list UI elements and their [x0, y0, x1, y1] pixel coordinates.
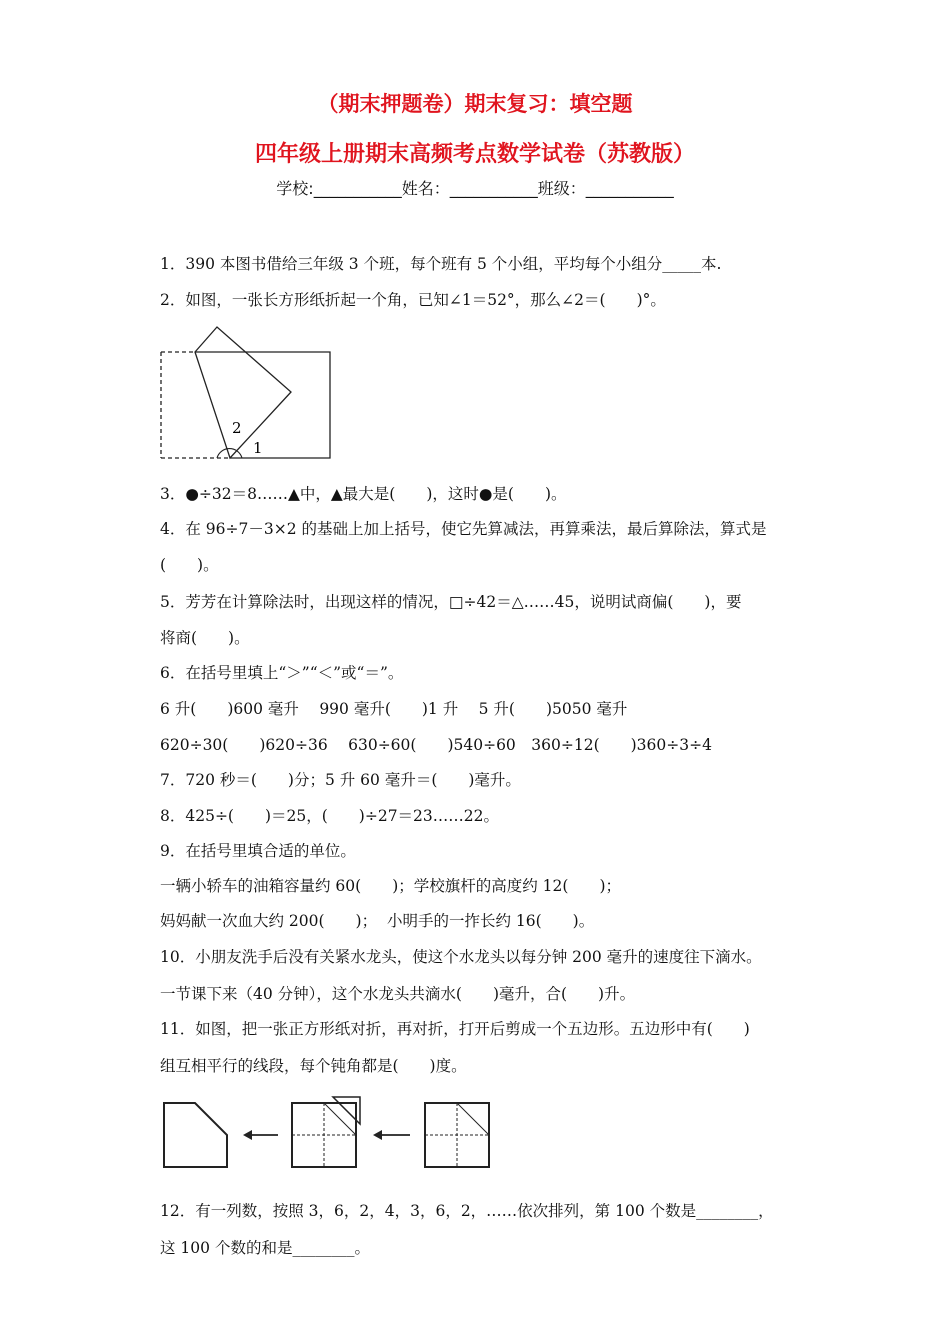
question-6-row2: 620÷30( )620÷36 630÷60( )540÷60 360÷12( )360÷3÷4 — [160, 736, 712, 754]
question-5-cont: 将商( )。 — [160, 629, 250, 647]
folded-flap — [195, 327, 291, 458]
question-5: 5．芳芳在计算除法时，出现这样的情况，□÷42＝△……45，说明试商偏( )，要 — [160, 593, 742, 611]
question-11: 11．如图，把一张正方形纸对折，再对折，打开后剪成一个五边形。五边形中有( ) — [160, 1020, 750, 1038]
question-2: 2．如图，一张长方形纸折起一个角，已知∠1＝52°，那么∠2＝( )°。 — [160, 291, 666, 309]
question-4: 4．在 96÷7－3×2 的基础上加上括号，使它先算减法，再算乘法，最后算除法，算式是 — [160, 520, 767, 538]
angle-2-label: 2 — [232, 419, 242, 437]
right-square-figure — [425, 1103, 489, 1167]
question-7: 7．720 秒＝( )分；5 升 60 毫升＝( )毫升。 — [160, 771, 521, 789]
exam-title: （期末押题卷）期末复习：填空题 — [317, 92, 633, 116]
middle-square-figure — [292, 1097, 360, 1167]
question-9-row1: 一辆小轿车的油箱容量约 60( )；学校旗杆的高度约 12( )； — [160, 877, 621, 895]
arrow-left-1-head — [243, 1130, 252, 1140]
question-1: 1．390 本图书借给三年级 3 个班，每个班有 5 个小组，平均每个小组分_____本. — [160, 255, 722, 273]
folded-rectangle-figure — [155, 322, 340, 467]
question-9-row2: 妈妈献一次血大约 200( )； 小明手的一拃长约 16( )。 — [160, 912, 595, 930]
question-6-row1: 6 升( )600 毫升 990 毫升( )1 升 5 升( )5050 毫升 — [160, 700, 628, 718]
student-info-line: 学校:___________姓名：___________班级：___________ — [276, 179, 674, 198]
question-6: 6．在括号里填上“＞”“＜”或“＝”。 — [160, 664, 404, 682]
question-3: 3．●÷32＝8……▲中，▲最大是( )，这时●是( )。 — [160, 485, 567, 503]
question-4-cont: ( )。 — [160, 556, 219, 574]
question-12-cont: 这 100 个数的和是________。 — [160, 1239, 370, 1257]
question-10: 10．小朋友洗手后没有关紧水龙头，使这个水龙头以每分钟 200 毫升的速度往下滴水。 — [160, 948, 762, 966]
question-11-cont: 组互相平行的线段，每个钝角都是( )度。 — [160, 1057, 467, 1075]
question-8: 8．425÷( )＝25，( )÷27＝23……22。 — [160, 807, 500, 825]
pentagon-shape — [164, 1103, 227, 1167]
question-12: 12．有一列数，按照 3，6，2，4，3，6，2，……依次排列，第 100 个数是________， — [160, 1202, 774, 1220]
angle-1-label: 1 — [253, 439, 263, 457]
exam-subtitle: 四年级上册期末高频考点数学试卷（苏教版） — [254, 142, 695, 167]
arrow-left-2-head — [373, 1130, 382, 1140]
question-9: 9．在括号里填合适的单位。 — [160, 842, 356, 860]
paper-cutting-figure — [155, 1093, 500, 1175]
question-10-cont: 一节课下来（40 分钟），这个水龙头共滴水( )毫升，合( )升。 — [160, 985, 636, 1003]
